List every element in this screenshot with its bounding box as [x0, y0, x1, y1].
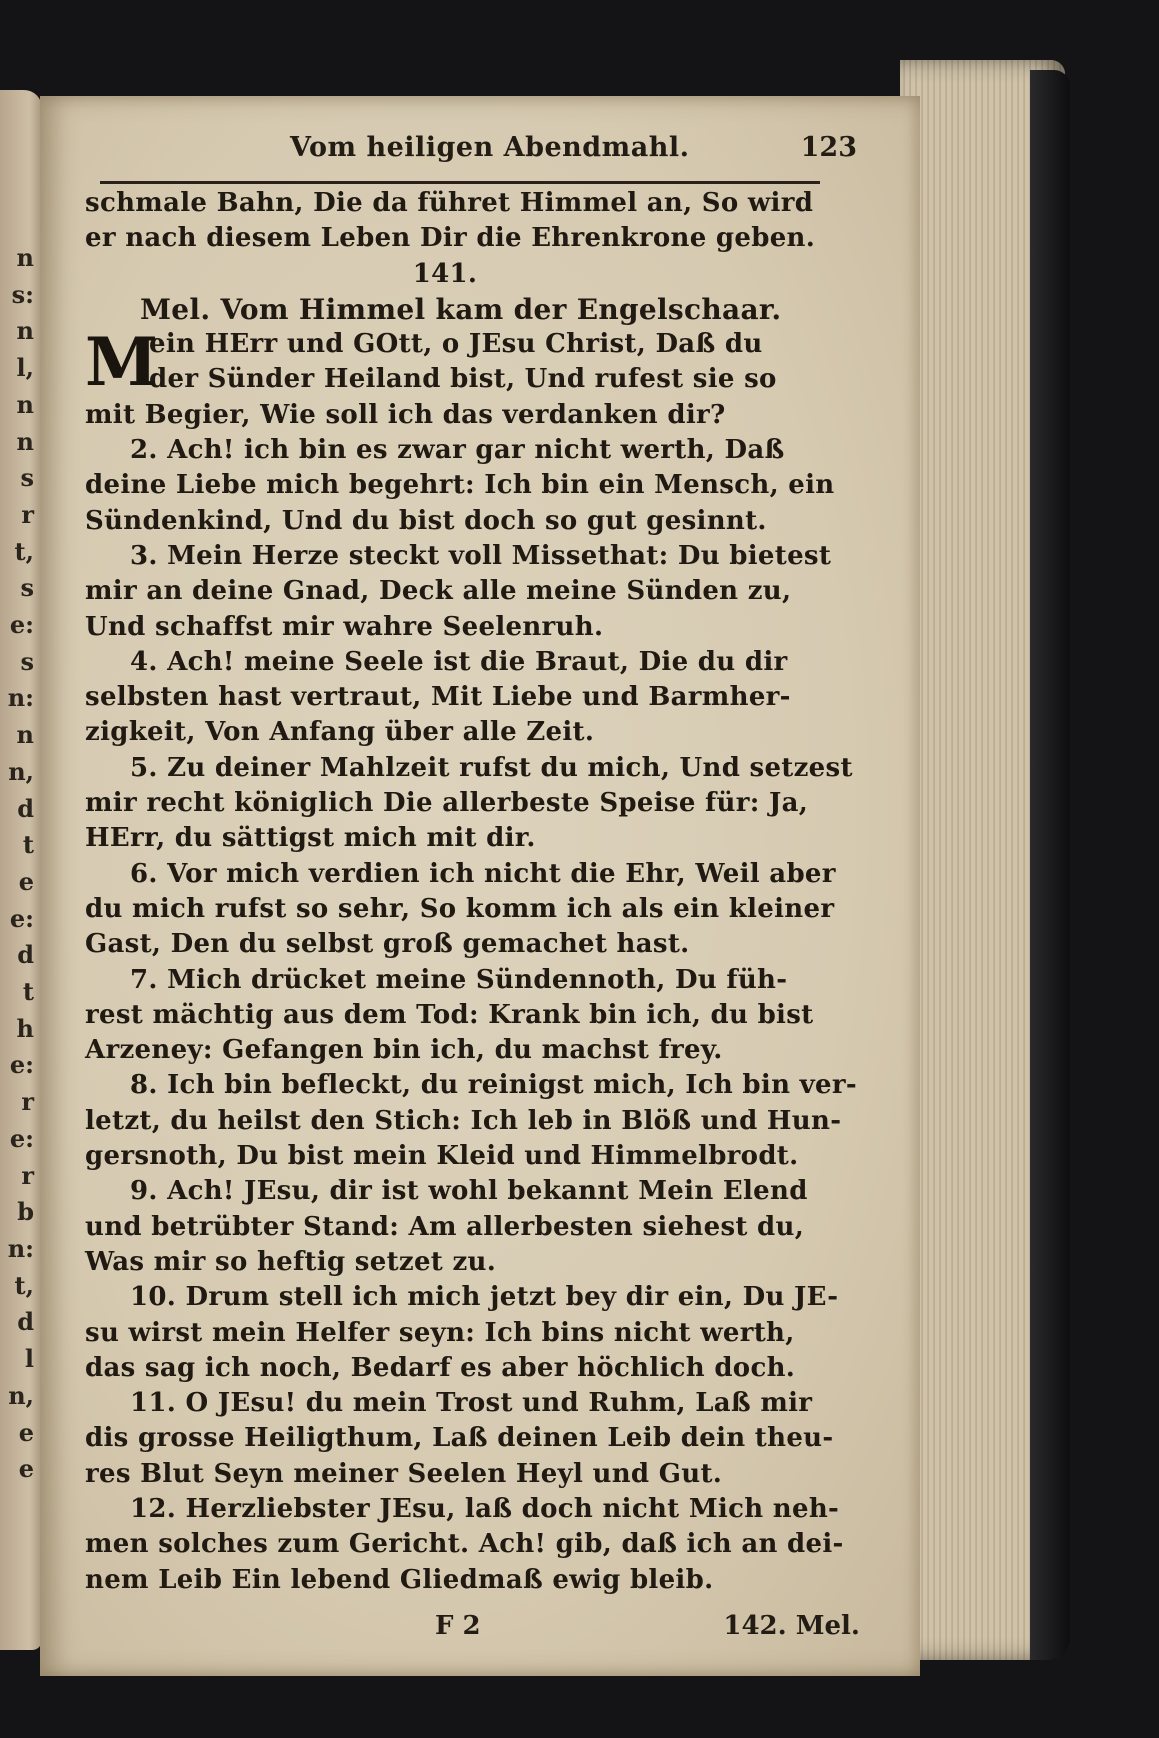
text-line-content: ein HErr und GOtt, o JEsu Christ, Daß du: [149, 329, 763, 360]
left-page-fragment: n: [16, 426, 34, 456]
text-line: rest mächtig aus dem Tod: Krank bin ich, du bist: [85, 999, 814, 1030]
text-line: dis grosse Heiligthum, Laß deinen Leib dein theu-: [85, 1423, 834, 1454]
left-page-fragment: r: [21, 499, 34, 529]
text-line: Und schaffst mir wahre Seelenruh.: [85, 611, 604, 642]
verse-start: 10. Drum stell ich mich jetzt bey dir ein, Du JE-: [130, 1282, 839, 1313]
verse-start: 4. Ach! meine Seele ist die Braut, Die du dir: [130, 646, 788, 677]
left-page-fragment: s: [20, 646, 34, 676]
text-line: HErr, du sättigst mich mit dir.: [85, 823, 536, 854]
verse-start: 12. Herzliebster JEsu, laß doch nicht Mich neh-: [130, 1493, 840, 1524]
text-line: und betrübter Stand: Am allerbesten siehest du,: [85, 1211, 805, 1242]
text-line: das sag ich noch, Bedarf es aber höchlich doch.: [85, 1352, 796, 1383]
text-line: deine Liebe mich begehrt: Ich bin ein Mensch, ein: [85, 470, 835, 501]
left-page-fragment: t,: [14, 536, 34, 566]
left-page-fragments: [0, 240, 40, 1488]
left-page-fragment: d: [17, 940, 34, 970]
text-line: mit Begier, Wie soll ich das verdanken dir?: [85, 399, 726, 430]
verse-start: 2. Ach! ich bin es zwar gar nicht werth, Daß: [130, 435, 785, 466]
catchword: 142. Mel.: [723, 1611, 860, 1641]
text-line: su wirst mein Helfer seyn: Ich bins nicht werth,: [85, 1317, 795, 1348]
text-line: selbsten hast vertraut, Mit Liebe und Barmher-: [85, 682, 791, 713]
left-page-fragment: s:: [11, 279, 34, 309]
signature-mark: F 2: [435, 1611, 481, 1641]
text-line: Sündenkind, Und du bist doch so gut gesinnt.: [85, 505, 767, 536]
left-page-fragment: e: [18, 1417, 34, 1447]
left-page-fragment: n: [16, 389, 34, 419]
right-page: [40, 96, 920, 1676]
text-line: Was mir so heftig setzet zu.: [85, 1246, 497, 1277]
verse-start: 8. Ich bin befleckt, du reinigst mich, Ich bin ver-: [130, 1070, 857, 1101]
left-page-fragment: t: [22, 977, 34, 1007]
text-line: du mich rufst so sehr, So komm ich als ein kleiner: [85, 893, 835, 924]
running-title: Vom heiligen Abendmahl.: [290, 132, 690, 163]
left-page-fragment: e:: [9, 1050, 34, 1080]
left-page-fragment: n: [16, 243, 34, 272]
verse-start: 7. Mich drücket meine Sündennoth, Du füh-: [130, 964, 788, 995]
left-page-fragment: s: [20, 573, 34, 603]
verse-start: 9. Ach! JEsu, dir ist wohl bekannt Mein Elend: [130, 1176, 808, 1207]
left-page-fragment: n,: [8, 756, 34, 786]
verse-start: 6. Vor mich verdien ich nicht die Ehr, Weil aber: [130, 858, 836, 889]
text-line: der Sünder Heiland bist, Und rufest sie so: [149, 364, 777, 395]
left-page-fragment: d: [17, 793, 34, 823]
text-line: zigkeit, Von Anfang über alle Zeit.: [85, 717, 595, 748]
left-page-fragment: e:: [9, 1123, 34, 1153]
left-page-fragment: e: [18, 1454, 34, 1484]
verse-start: 5. Zu deiner Mahlzeit rufst du mich, Und setzest: [130, 752, 853, 783]
header-rule: [100, 181, 820, 184]
text-line: letzt, du heilst den Stich: Ich leb in Blöß und Hun-: [85, 1105, 842, 1136]
left-page-fragment: n:: [7, 1233, 34, 1263]
text-line: Gast, Den du selbst groß gemachet hast.: [85, 929, 690, 960]
page-header: [135, 132, 865, 176]
melody-line: Mel. Vom Himmel kam der Engelschaar.: [140, 292, 782, 326]
left-page-fragment: e:: [9, 610, 34, 640]
text-line: gersnoth, Du bist mein Kleid und Himmelbrodt.: [85, 1141, 799, 1172]
left-page-fragment: t,: [14, 1270, 34, 1300]
book-cover: [1030, 70, 1070, 1660]
verse-start: 11. O JEsu! du mein Trost und Ruhm, Laß mir: [130, 1388, 813, 1419]
left-page-fragment: b: [17, 1197, 34, 1227]
left-page-fragment: h: [16, 1013, 34, 1043]
hymn-text: [85, 186, 865, 1598]
left-page-fragment: s: [20, 463, 34, 493]
text-line: mir recht königlich Die allerbeste Speise für: Ja,: [85, 788, 809, 819]
left-page-fragment: n: [16, 720, 34, 750]
left-page-fragment: d: [17, 1307, 34, 1337]
text-line: schmale Bahn, Die da führet Himmel an, So wird: [85, 188, 814, 218]
left-page-fragment: l,: [16, 353, 34, 383]
left-page-fragment: n,: [8, 1380, 34, 1410]
left-page-fragment: t: [22, 830, 34, 860]
verse-start: 3. Mein Herze steckt voll Missethat: Du bietest: [130, 540, 832, 571]
left-page-fragment: e:: [9, 903, 34, 933]
left-page-fragment: n:: [7, 683, 34, 713]
hymn-number: 141.: [412, 258, 478, 289]
left-page-fragment: e: [18, 866, 34, 896]
page-footer: [140, 1611, 860, 1651]
text-line: men solches zum Gericht. Ach! gib, daß ich an dei-: [85, 1529, 844, 1560]
drop-cap: M: [85, 323, 159, 402]
text-line: nem Leib Ein lebend Gliedmaß ewig bleib.: [85, 1564, 714, 1595]
left-page-edge: [0, 90, 42, 1650]
text-line: er nach diesem Leben Dir die Ehrenkrone geben.: [85, 223, 816, 254]
left-page-fragment: l: [24, 1344, 34, 1374]
page-number: 123: [800, 132, 857, 163]
text-line: Arzeney: Gefangen bin ich, du machst frey.: [85, 1035, 723, 1066]
left-page-fragment: r: [21, 1160, 34, 1190]
text-line: mir an deine Gnad, Deck alle meine Sünden zu,: [85, 576, 792, 607]
left-page-fragment: n: [16, 316, 34, 346]
text-line: res Blut Seyn meiner Seelen Heyl und Gut.: [85, 1458, 723, 1489]
left-page-fragment: r: [21, 1087, 34, 1117]
